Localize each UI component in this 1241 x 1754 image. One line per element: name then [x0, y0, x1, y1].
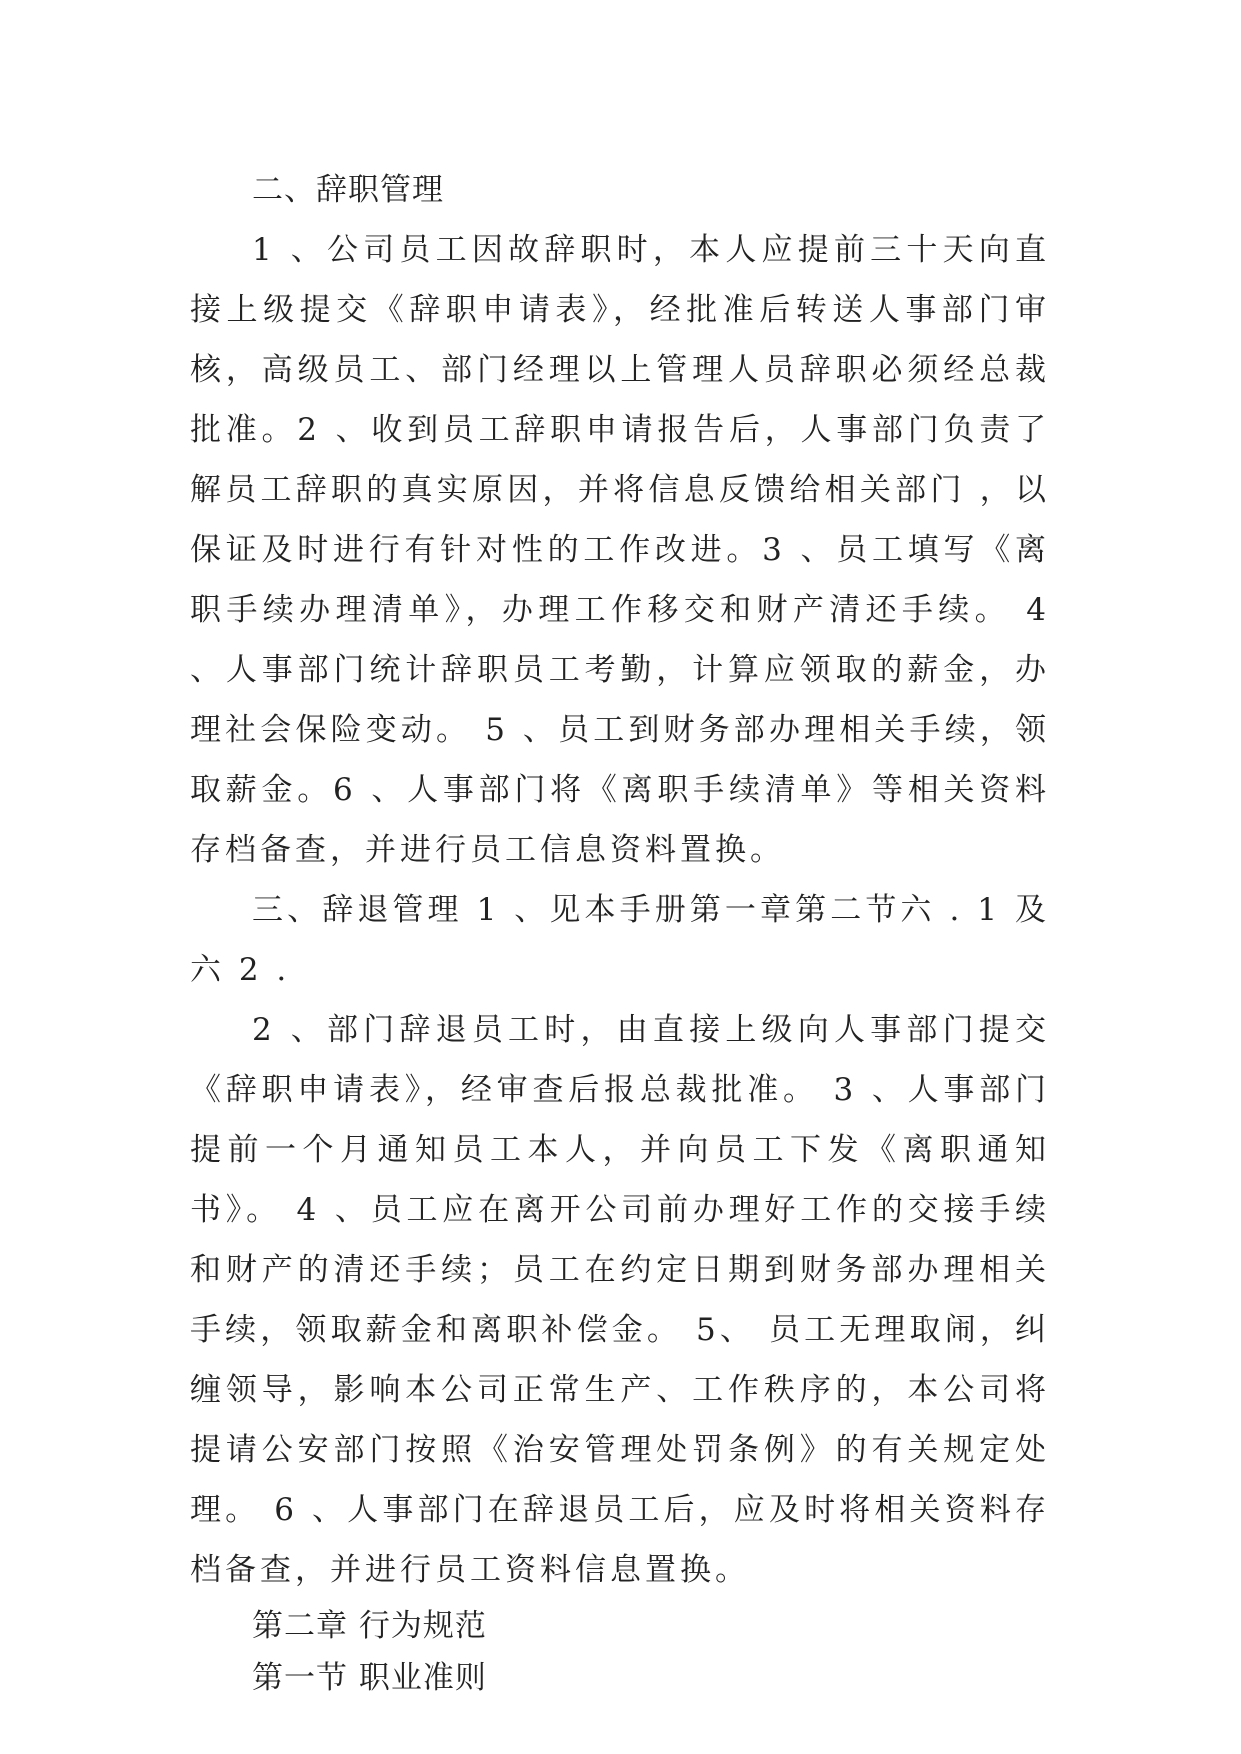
- paragraph-resignation: 1 、公司员工因故辞职时，本人应提前三十天向直接上级提交《辞职申请表》，经批准后转送人事部门审核，高级员工、部门经理以上管理人员辞职必须经总裁批准。2 、收到员工辞职申请报告后，人事部门负责了解员工辞职的真实原因，并将信息反馈给相关部门 ，以保证及时进行有针对性的工作改进。3 、员工填写《离职手续办理清单》，办理工作移交和财产清还手续。 4 、人事部门统计辞职员工考勤，计算应领取的薪金，办理社会保险变动。 5 、员工到财务部办理相关手续，领取薪金。6 、人事部门将《离职手续清单》等相关资料存档备查，并进行员工信息资料置换。: [190, 232, 1050, 868]
- section-title-resignation: 二、辞职管理: [252, 172, 444, 208]
- paragraph-dismissal-heading: 三、辞退管理 1 、见本手册第一章第二节六 . 1 及六 2 .: [190, 892, 1050, 988]
- paragraph-dismissal: 2 、部门辞退员工时，由直接上级向人事部门提交《辞职申请表》，经审查后报总裁批准。 3 、人事部门提前一个月通知员工本人，并向员工下发《离职通知书》。 4 、员工应在离开公司前办理好工作的交接手续和财产的清还手续；员工在约定日期到财务部办理相关手续，领取薪金和离职补偿金。 5、 员工无理取闹，纠缠领导，影响本公司正常生产、工作秩序的，本公司将提请公安部门按照《治安管理处罚条例》的有关规定处理。 6 、人事部门在辞退员工后，应及时将相关资料存档备查，并进行员工资料信息置换。: [190, 1012, 1050, 1588]
- chapter-title: 第二章 行为规范: [252, 1608, 487, 1644]
- section-one-title: 第一节 职业准则: [252, 1660, 487, 1696]
- document-body: [190, 160, 1050, 1704]
